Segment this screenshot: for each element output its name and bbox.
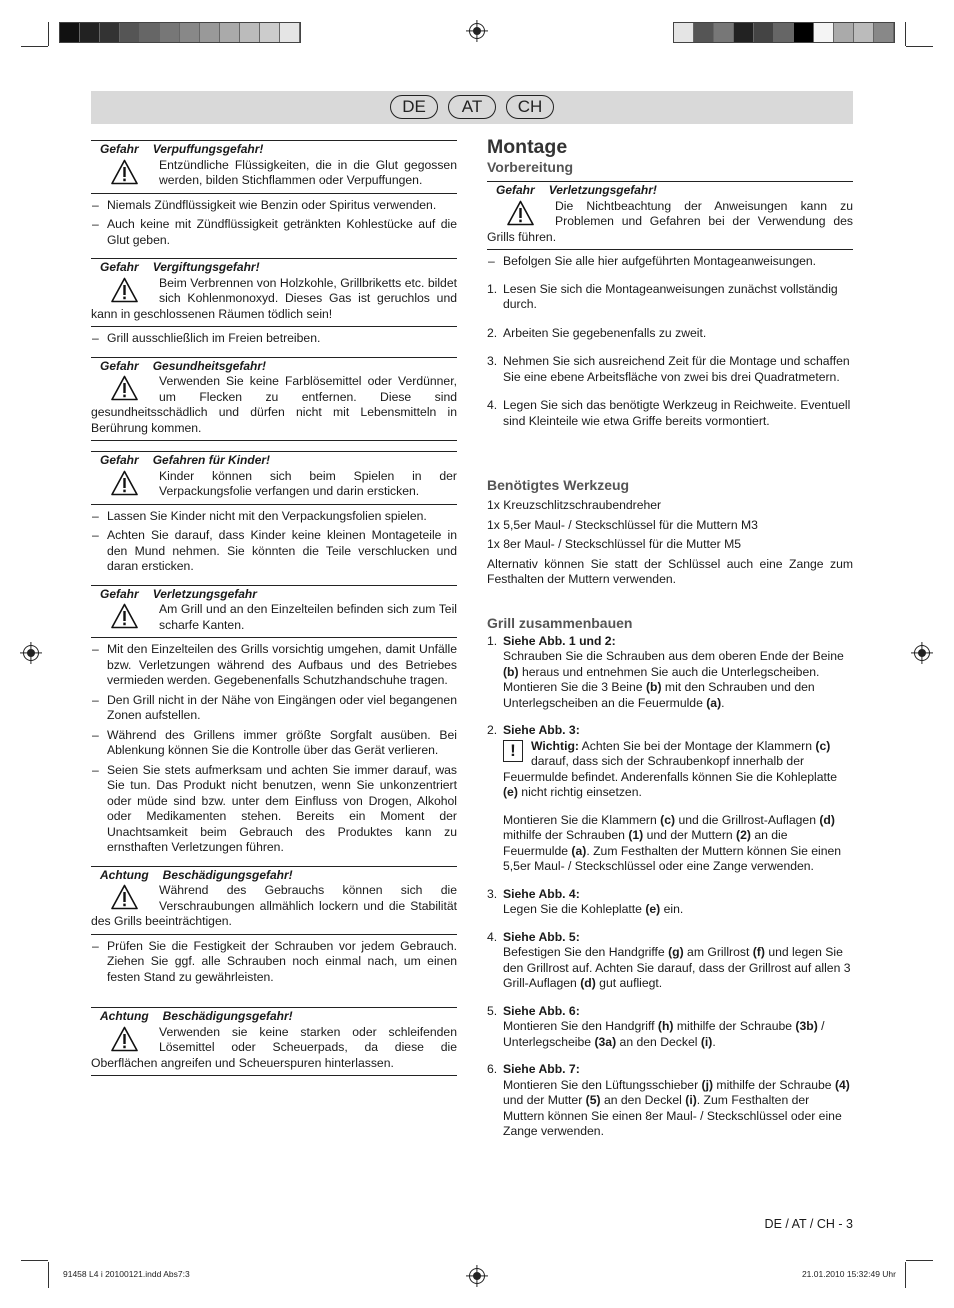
color-calibration-bar-right (673, 22, 895, 43)
step-text: Montieren Sie die Klammern (c) und die Grillrost-Auflagen (d) mithilfe der Schrauben (1) und der Muttern (2) an die Feuermulde (a). Zum Festhalten der Muttern können Sie einen 5,5er Maul- / Steckschlüssel oder eine Zange verwenden. (503, 812, 842, 873)
warning-title: Verpuffungsgefahr! (152, 142, 264, 156)
step-figure-ref: Siehe Abb. 4: (503, 886, 580, 901)
warning-text: Am Grill und an den Einzelteilen befinden sich zum Teil scharfe Kanten. (159, 602, 457, 632)
step-number: 1. (487, 633, 498, 648)
warning-text: Entzündliche Flüssigkeiten, die in die Glut gegossen werden, bilden Stichflammen oder Verpuffungen. (159, 157, 457, 187)
step-text: Lesen Sie sich die Montageanweisungen zunächst vollständig durch. (503, 281, 838, 311)
assembly-column (487, 136, 853, 1140)
preparation-step (487, 326, 853, 342)
step-figure-ref: Siehe Abb. 5: (503, 929, 580, 944)
step-number: 2. (487, 325, 498, 340)
print-slug-right: 21.01.2010 15:32:49 Uhr (801, 1269, 896, 1279)
warning-triangle-icon (507, 200, 534, 226)
step-figure-ref: Siehe Abb. 1 und 2: (503, 633, 616, 648)
warning-type: Gefahr (100, 260, 139, 274)
step-text: Schrauben Sie die Schrauben aus dem oberen Ende der Beine (b) heraus und entnehmen Sie auch die Unterlegscheiben. Montieren Sie die 3 Beine (b) mit den Schrauben und den Unterlegscheiben an die Feuermulde (a). (503, 649, 844, 710)
tool-item: 1x 8er Maul- / Steckschlüssel für die Mutter M5 (487, 537, 741, 551)
language-header-band (91, 91, 853, 124)
preparation-heading: Vorbereitung (487, 159, 574, 175)
registration-mark-icon (914, 645, 930, 661)
warning-title: Gefahren für Kinder! (152, 453, 271, 467)
warning-title: Vergiftungsgefahr! (152, 260, 260, 274)
preparation-step (487, 398, 853, 429)
warning-list-item: – Niemals Zündflüssigkeit wie Benzin oder Spiritus verwenden. (91, 198, 457, 214)
assembly-steps (487, 634, 853, 1140)
warning-text: Verwenden sie keine starken oder schleifenden Lösemittel oder Scheuerpads, da diese die Oberflächen angreifen und Scheuerspuren hinterlassen. (91, 1024, 457, 1070)
warning-title: Beschädigungsgefahr! (162, 867, 293, 882)
step-figure-ref: Siehe Abb. 6: (503, 1003, 580, 1018)
section-title: Montage (487, 136, 568, 158)
warning-list-item: – Grill ausschließlich im Freien betreiben. (91, 331, 457, 347)
warning-type: Achtung (100, 1009, 149, 1023)
tool-item: 1x Kreuzschlitzschraubendreher (487, 498, 662, 512)
step-number: 4. (487, 929, 498, 944)
step-text: Arbeiten Sie gegebenenfalls zu zweit. (503, 325, 707, 340)
preparation-step (487, 282, 853, 313)
crop-mark (905, 22, 906, 46)
warning-box (91, 585, 457, 639)
registration-mark-icon (23, 645, 39, 661)
crop-mark (905, 1262, 906, 1288)
preparation-steps (487, 282, 853, 430)
warning-list-item: – Seien Sie stets aufmerksam und achten Sie immer darauf, was Sie tun. Das Produkt nicht benutzen, wenn Sie unkonzentriert oder müde sind bzw. unter dem Einfluss von Drogen, Alkohol oder Medikamenten stehen. Bereits ein Moment der Unachtsamkeit beim Gebrauch des Produktes kann zu ernsthaften Verletzungen führen. (91, 763, 457, 856)
warning-title: Verletzungsgefahr! (548, 183, 657, 197)
language-tab-ch: CH (506, 95, 554, 119)
preparation-step (487, 354, 853, 385)
step-number: 6. (487, 1062, 498, 1076)
warning-list-item: – Prüfen Sie die Festigkeit der Schrauben vor jedem Gebrauch. Ziehen Sie ggf. alle Schrauben noch einmal nach, um einen festen Stand zu gewährleisten. (91, 939, 457, 986)
step-number: 5. (487, 1003, 498, 1018)
crop-mark (21, 1260, 48, 1261)
step-text: Befestigen Sie den Handgriffe (g) am Grillrost (f) und legen Sie den Grillrost auf. Achten Sie darauf, dass der Grillrost auf allen 3 Grill-Auflagen (d) gut aufliegt. (503, 945, 851, 990)
warning-heading (91, 142, 457, 158)
warning-type: Gefahr (100, 586, 139, 601)
exclamation-box-icon: ! (503, 740, 523, 762)
warning-text: Die Nichtbeachtung der Anweisungen kann zu Problemen und Gefahren bei der Verwendung des Grills führen. (487, 198, 853, 244)
warning-list-item: – Lassen Sie Kinder nicht mit den Verpackungsfolien spielen. (91, 509, 457, 525)
language-tabs (91, 95, 853, 119)
step-number: 3. (487, 354, 498, 368)
step-number: 3. (487, 886, 498, 901)
registration-mark-icon (469, 23, 485, 39)
warning-title: Gesundheitsgefahr! (152, 358, 267, 373)
step-figure-ref: Siehe Abb. 3: (503, 723, 580, 737)
registration-mark-icon (469, 1268, 485, 1284)
warning-type: Gefahr (496, 183, 535, 197)
tools-note: Alternativ können Sie statt der Schlüssel auch eine Zange zum Festhalten der Muttern verwenden. (487, 556, 853, 586)
tool-item: 1x 5,5er Maul- / Steckschlüssel für die Muttern M3 (487, 517, 758, 532)
tools-heading: Benötigtes Werkzeug (487, 477, 630, 493)
tools-list (487, 498, 853, 553)
warning-box (91, 451, 457, 505)
warning-triangle-icon (111, 603, 138, 629)
warning-list-item: – Mit den Einzelteilen des Grills vorsichtig umgehen, damit Unfälle bzw. Verletzungen während des Aufbaus und des Betriebes vermieden werden. Gegebenenfalls Schutzhandschuhe tragen. (91, 642, 457, 689)
page-number: DE / AT / CH - 3 (764, 1217, 853, 1231)
warning-text: Während des Gebrauchs können sich die Verschraubungen allmählich lockern und die Stabilität des Grills beeinträchtigen. (91, 883, 457, 928)
step-text: Montieren Sie den Lüftungsschieber (j) mithilfe der Schraube (4) und der Mutter (5) an den Deckel (i). Zum Festhalten der Muttern können Sie einen 8er Maul- / Steckschlüssel oder eine Zange verwenden. (503, 1077, 850, 1138)
important-note (503, 739, 853, 801)
step-number: 1. (487, 281, 498, 296)
warning-type: Gefahr (100, 453, 139, 467)
language-tab-at: AT (448, 95, 496, 119)
step-number: 4. (487, 398, 498, 412)
warning-triangle-icon (111, 884, 138, 910)
warning-triangle-icon (111, 375, 138, 401)
warning-type: Gefahr (100, 358, 139, 373)
assembly-step (487, 930, 853, 992)
crop-mark (906, 1260, 933, 1261)
warning-box (487, 181, 853, 250)
warning-text: Verwenden Sie keine Farblösemittel oder Verdünner, um Flecken zu entfernen. Diese sind gesundheitsschädlich und dürfen nicht mit Lebensmitteln in Berührung kommen. (91, 374, 457, 435)
warning-heading (91, 359, 457, 375)
step-text: Montieren Sie den Handgriff (h) mithilfe der Schraube (3b) / Unterlegscheibe (3a) an den Deckel (i). (503, 1019, 825, 1049)
step-figure-ref: Siehe Abb. 7: (503, 1062, 580, 1076)
warning-triangle-icon (111, 1026, 138, 1052)
warning-triangle-icon (111, 277, 138, 303)
warning-box (91, 1007, 457, 1076)
warning-list-item: – Auch keine mit Zündflüssigkeit getränkten Kohlestücke auf die Glut geben. (91, 217, 457, 248)
warning-triangle-icon (111, 470, 138, 496)
assembly-step (487, 1004, 853, 1051)
language-tab-de: DE (390, 95, 438, 119)
assembly-step (487, 634, 853, 712)
assembly-step (487, 1062, 853, 1140)
step-text: Legen Sie die Kohleplatte (e) ein. (503, 902, 684, 916)
warning-text: Kinder können sich beim Spielen in der Verpackungsfolie verfangen und darin ersticken. (159, 468, 457, 498)
warning-text: Beim Verbrennen von Holzkohle, Grillbriketts etc. bildet sich Kohlenmonoxyd. Dieses Gas ist geruchlos und kann in geschlossenen Räumen tödlich sein! (91, 275, 457, 321)
warning-type: Achtung (100, 867, 149, 882)
warning-heading (487, 183, 853, 199)
warning-box (91, 258, 457, 327)
warning-box (91, 357, 457, 442)
step-text: Nehmen Sie sich ausreichend Zeit für die Montage und schaffen Sie eine ebene Arbeitsfläche von zwei bis drei Quadratmetern. (503, 354, 850, 384)
warning-type: Gefahr (100, 142, 139, 156)
assembly-step (487, 723, 853, 875)
warning-heading (91, 587, 457, 603)
important-label: Wichtig: (531, 738, 579, 753)
important-text: Achten Sie bei der Montage der Klammern (c) darauf, dass sich der Schraubenkopf innerhalb der Feuermulde befindet. Anderenfalls können Sie die Kohleplatte (e) nicht richtig einsetzen. (503, 738, 838, 799)
warning-box (91, 140, 457, 194)
warning-list-item: – Befolgen Sie alle hier aufgeführten Montageanweisungen. (487, 254, 853, 270)
crop-mark (906, 46, 933, 47)
print-slug-left: 91458 L4 i 20100121.indd Abs7:3 (63, 1269, 190, 1279)
crop-mark (21, 46, 48, 47)
warning-box (91, 866, 457, 935)
step-number: 2. (487, 723, 498, 737)
warning-title: Beschädigungsgefahr! (162, 1009, 293, 1023)
warning-heading (91, 453, 457, 469)
step-text: Legen Sie sich das benötigte Werkzeug in Reichweite. Eventuell sind Kleinteile wie etwa Griffe bereits vormontiert. (503, 398, 851, 428)
color-calibration-bar-left (59, 22, 301, 43)
warning-heading (91, 1009, 457, 1025)
warning-list-item: – Den Grill nicht in der Nähe von Eingängen oder viel begangenen Zonen aufstellen. (91, 693, 457, 724)
warning-list-item: – Achten Sie darauf, dass Kinder keine kleinen Montageteile in den Mund nehmen. Sie könnten die Teile verschlucken und daran ersticken. (91, 528, 457, 575)
assembly-step (487, 887, 853, 918)
safety-warnings-column (91, 140, 457, 1076)
warning-triangle-icon (111, 159, 138, 185)
warning-title: Verletzungsgefahr (152, 586, 257, 601)
warning-heading (91, 260, 457, 276)
assembly-heading: Grill zusammenbauen (487, 614, 633, 631)
crop-mark (48, 22, 49, 46)
crop-mark (48, 1262, 49, 1288)
warning-heading (91, 868, 457, 884)
warning-list-item: – Während des Grillens immer größte Sorgfalt ausüben. Bei Ablenkung können Sie die Kontrolle über das Gerät verlieren. (91, 728, 457, 759)
